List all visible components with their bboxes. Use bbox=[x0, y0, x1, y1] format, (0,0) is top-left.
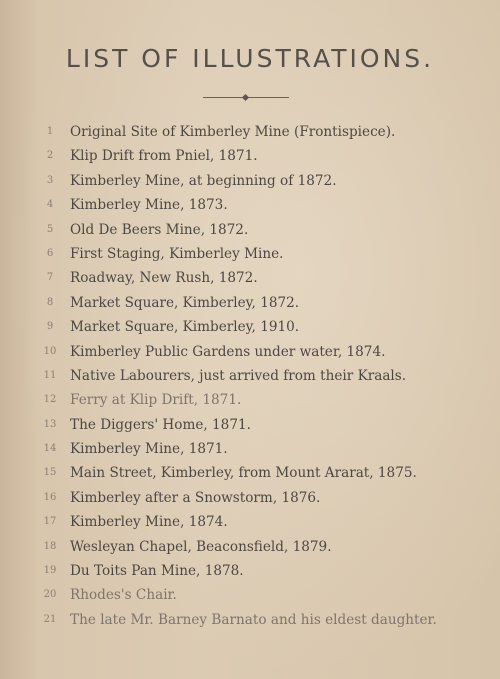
item-title: Roadway, New Rush, 1872. bbox=[70, 270, 258, 287]
item-number: 20 bbox=[43, 589, 57, 601]
item-title: Kimberley after a Snowstorm, 1876. bbox=[70, 489, 321, 506]
item-number: 5 bbox=[46, 223, 54, 235]
item-title: Main Street, Kimberley, from Mount Ararat, 1875. bbox=[70, 465, 417, 482]
list-item bbox=[36, 364, 486, 388]
item-title: Kimberley Mine, 1873. bbox=[70, 197, 228, 214]
item-number: 1 bbox=[46, 126, 54, 137]
item-number: 2 bbox=[46, 150, 54, 162]
title-rule-ornament bbox=[203, 95, 289, 101]
item-number: 9 bbox=[46, 321, 54, 333]
item-title: Ferry at Klip Drift, 1871. bbox=[70, 392, 242, 409]
page-title: LIST OF ILLUSTRATIONS. bbox=[65, 44, 435, 73]
item-number: 14 bbox=[43, 443, 57, 455]
item-number: 19 bbox=[43, 565, 57, 577]
list-item bbox=[36, 413, 486, 437]
list-item bbox=[36, 486, 486, 510]
illustration-list bbox=[36, 120, 486, 632]
list-item bbox=[36, 291, 486, 315]
list-item bbox=[36, 535, 486, 559]
list-item bbox=[36, 559, 486, 583]
item-number: 12 bbox=[43, 394, 57, 406]
item-title: Original Site of Kimberley Mine (Frontispiece). bbox=[70, 124, 396, 140]
item-number: 4 bbox=[46, 199, 54, 211]
list-item bbox=[36, 218, 486, 242]
item-title: Kimberley Mine, at beginning of 1872. bbox=[70, 172, 337, 189]
item-number: 18 bbox=[43, 540, 57, 552]
item-title: Rhodes's Chair. bbox=[70, 587, 177, 604]
list-item bbox=[36, 169, 486, 193]
list-item bbox=[36, 340, 486, 364]
item-title: Market Square, Kimberley, 1910. bbox=[70, 319, 300, 336]
item-number: 13 bbox=[43, 418, 57, 430]
item-number: 16 bbox=[43, 491, 57, 503]
item-number: 7 bbox=[46, 272, 54, 284]
item-title: Kimberley Public Gardens under water, 1874. bbox=[70, 343, 386, 360]
item-title: Kimberley Mine, 1874. bbox=[70, 514, 228, 531]
list-item bbox=[36, 510, 486, 534]
list-item bbox=[36, 388, 486, 412]
item-title: Native Labourers, just arrived from their Kraals. bbox=[70, 367, 407, 384]
item-title: First Staging, Kimberley Mine. bbox=[70, 245, 284, 262]
list-item bbox=[36, 315, 486, 339]
item-title: The Diggers' Home, 1871. bbox=[70, 416, 251, 433]
item-number: 3 bbox=[46, 174, 54, 186]
item-number: 10 bbox=[43, 345, 57, 357]
list-item bbox=[36, 583, 486, 607]
list-item bbox=[36, 120, 486, 144]
item-title: Market Square, Kimberley, 1872. bbox=[70, 294, 300, 311]
item-number: 8 bbox=[46, 296, 54, 308]
list-item bbox=[36, 608, 486, 632]
item-title: Klip Drift from Pniel, 1871. bbox=[70, 148, 258, 165]
list-item bbox=[36, 461, 486, 485]
list-item bbox=[36, 242, 486, 266]
item-title: Kimberley Mine, 1871. bbox=[70, 441, 228, 458]
item-title: The late Mr. Barney Barnato and his eldest daughter. bbox=[70, 611, 437, 628]
list-item bbox=[36, 437, 486, 461]
item-title: Wesleyan Chapel, Beaconsfield, 1879. bbox=[70, 538, 332, 555]
item-number: 15 bbox=[43, 467, 57, 479]
list-item bbox=[36, 193, 486, 217]
item-number: 6 bbox=[46, 247, 54, 259]
diamond-ornament-icon bbox=[242, 94, 249, 101]
item-title: Old De Beers Mine, 1872. bbox=[70, 221, 249, 238]
item-number: 17 bbox=[43, 516, 57, 528]
list-item bbox=[36, 144, 486, 168]
item-number: 11 bbox=[43, 369, 57, 381]
item-title: Du Toits Pan Mine, 1878. bbox=[70, 563, 244, 580]
list-item bbox=[36, 266, 486, 290]
item-number: 21 bbox=[43, 613, 57, 625]
